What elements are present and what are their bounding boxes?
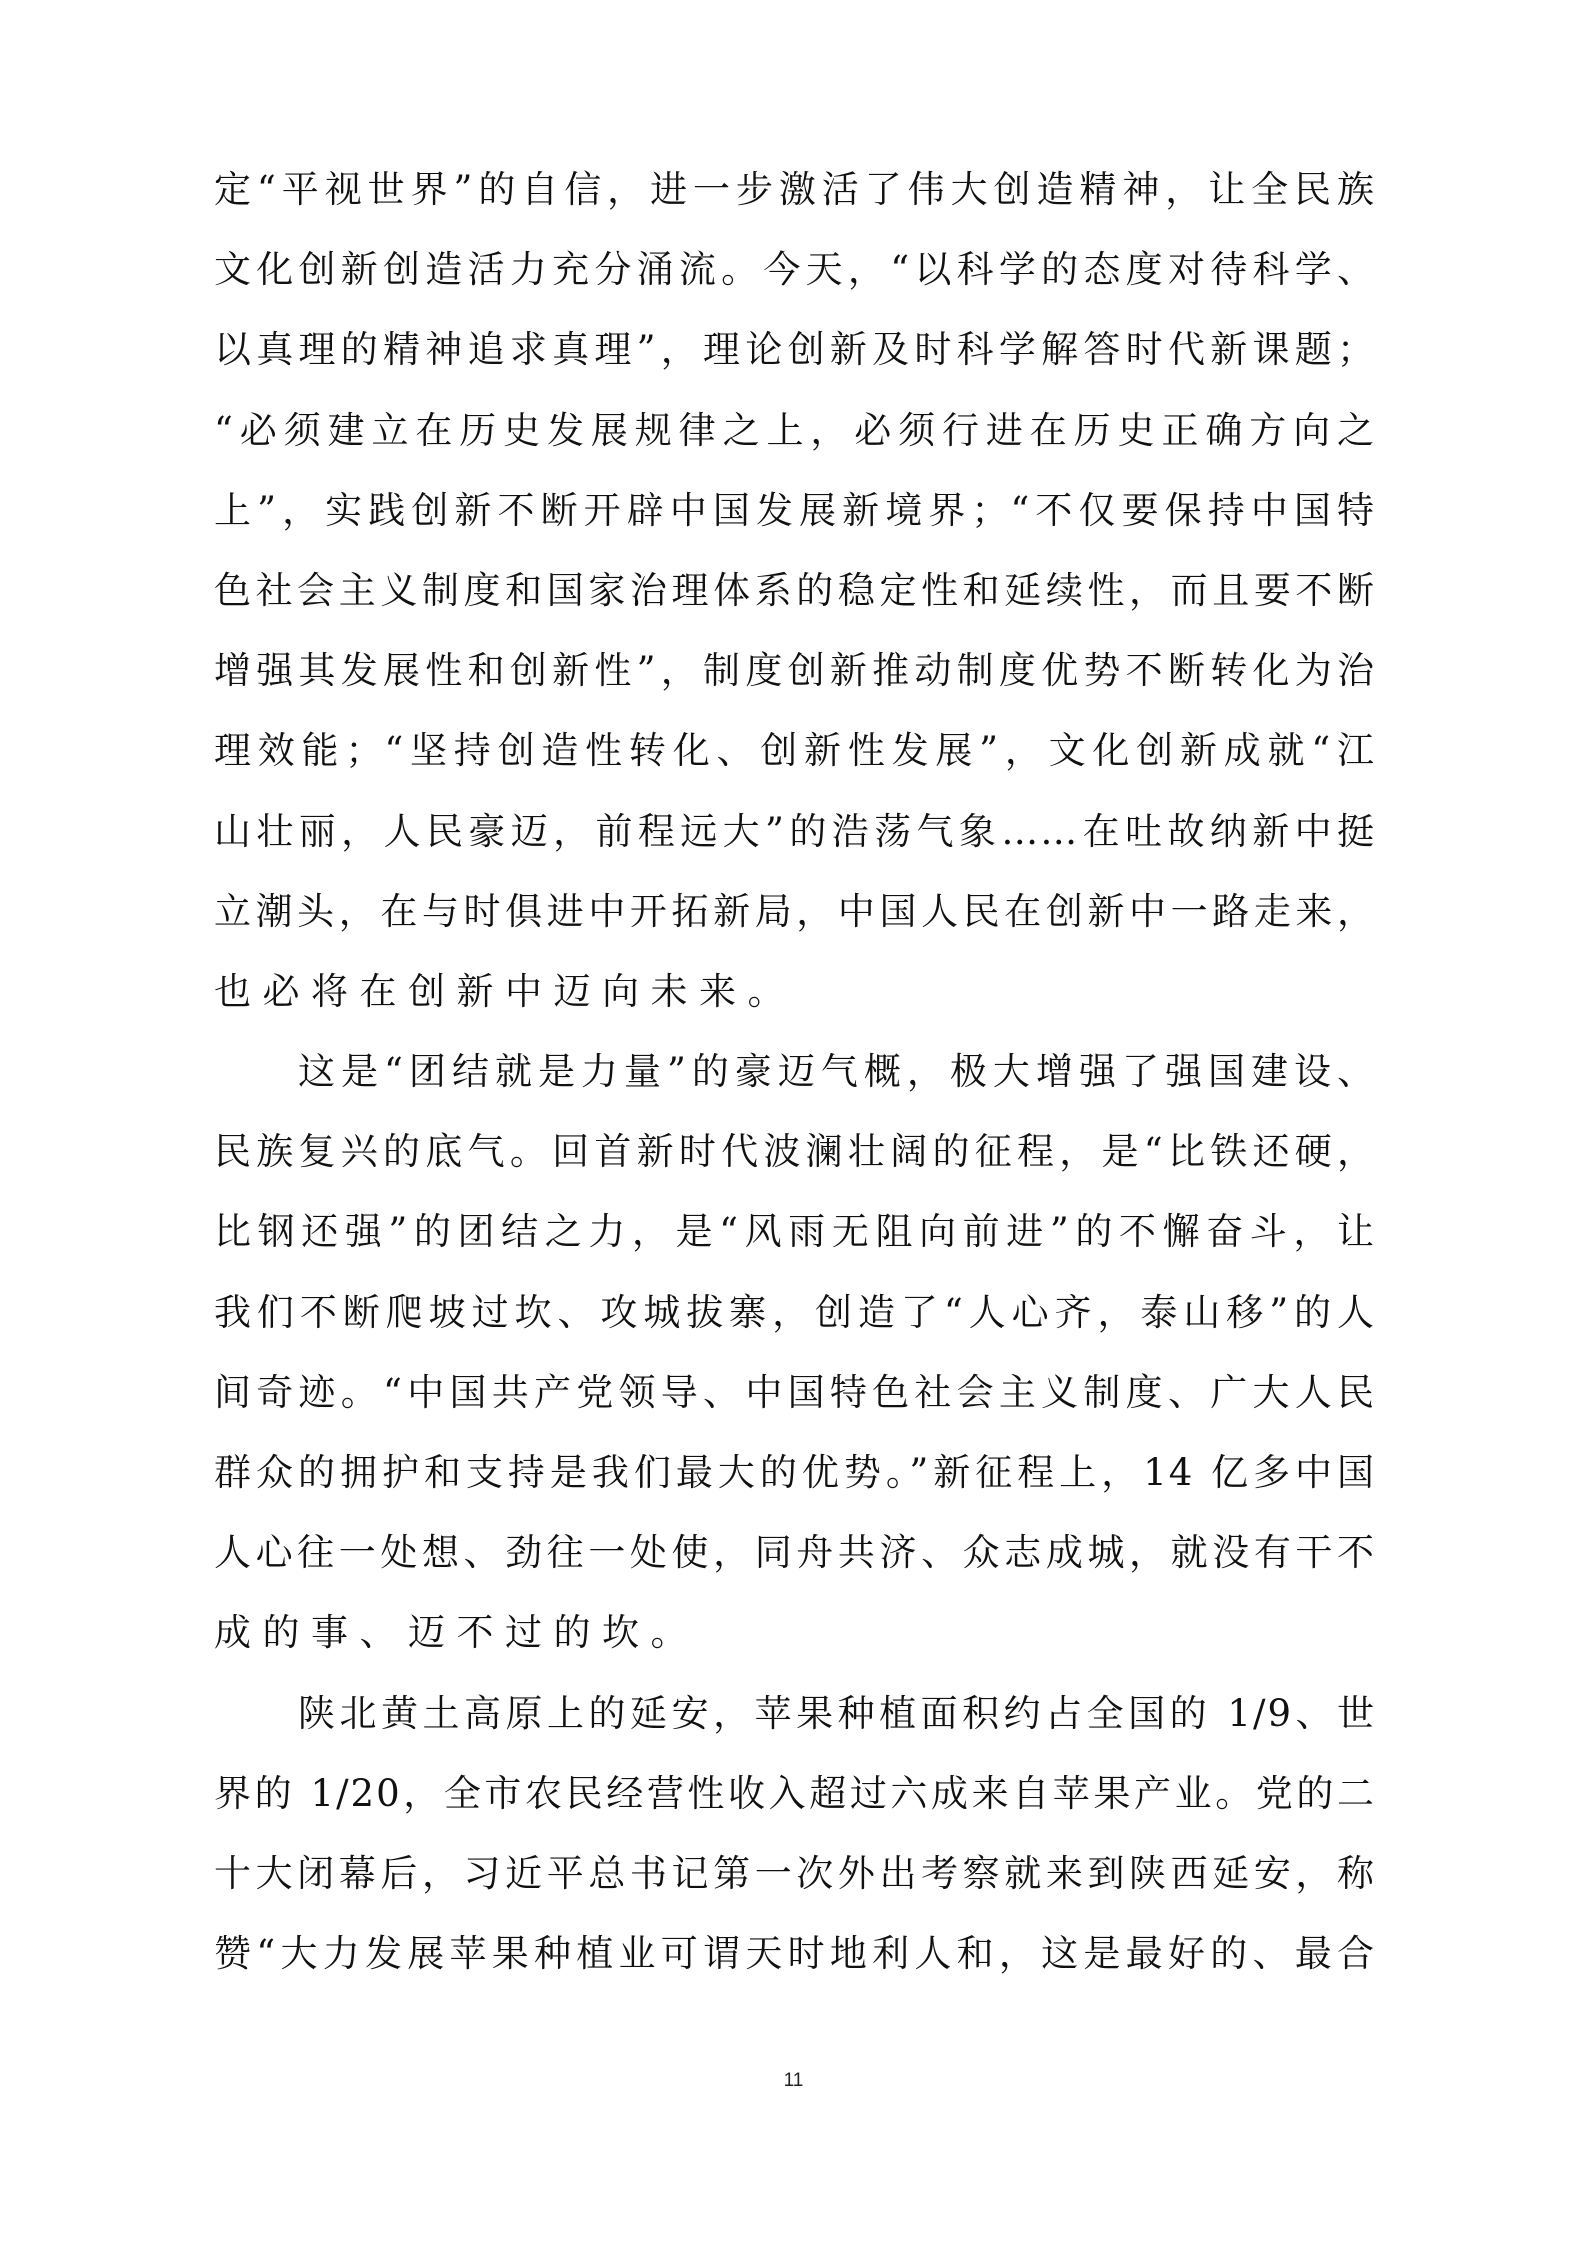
text-line: 山壮丽，人民豪迈，前程远大”的浩荡气象……在吐故纳新中挺 bbox=[214, 809, 1376, 853]
text-line: 这是“团结就是力量”的豪迈气概，极大增强了强国建设、 bbox=[298, 1050, 1376, 1094]
text-line: 上”，实践创新不断开辟中国发展新境界；“不仅要保持中国特 bbox=[214, 488, 1376, 532]
text-line: 定“平视世界”的自信，进一步激活了伟大创造精神，让全民族 bbox=[214, 168, 1376, 211]
text-line: 色社会主义制度和国家治理体系的稳定性和延续性，而且要不断 bbox=[214, 568, 1376, 612]
text-line: 群众的拥护和支持是我们最大的优势。”新征程上，14 亿多中国 bbox=[214, 1451, 1376, 1494]
page-number: 11 bbox=[783, 2070, 804, 2091]
text-line: 成的事、迈不过的坎。 bbox=[214, 1611, 699, 1655]
text-line: 以真理的精神追求真理”，理论创新及时科学解答时代新课题； bbox=[214, 328, 1376, 372]
text-line: 十大闭幕后，习近平总书记第一次外出考察就来到陕西延安，称 bbox=[214, 1851, 1376, 1895]
text-line: 人心往一处想、劲往一处使，同舟共济、众志成城，就没有干不 bbox=[214, 1531, 1376, 1575]
text-line: 也必将在创新中迈向未来。 bbox=[214, 969, 796, 1013]
text-line: 间奇迹。“中国共产党领导、中国特色社会主义制度、广大人民 bbox=[214, 1370, 1376, 1414]
paragraph-2 bbox=[214, 1040, 1376, 1682]
text-line: 理效能；“坚持创造性转化、创新性发展”，文化创新成就“江 bbox=[214, 729, 1376, 773]
text-line: 赞“大力发展苹果种植业可谓天时地利人和，这是最好的、最合 bbox=[214, 1932, 1376, 1976]
text-line: “必须建立在历史发展规律之上，必须行进在历史正确方向之 bbox=[214, 408, 1376, 452]
text-line: 增强其发展性和创新性”，制度创新推动制度优势不断转化为治 bbox=[214, 649, 1376, 693]
text-line: 陕北黄土高原上的延安，苹果种植面积约占全国的 1/9、世 bbox=[298, 1691, 1376, 1735]
body-text bbox=[214, 158, 1376, 2002]
text-line: 立潮头，在与时俱进中开拓新局，中国人民在创新中一路走来， bbox=[214, 889, 1376, 933]
text-line: 比钢还强”的团结之力，是“风雨无阻向前进”的不懈奋斗，让 bbox=[214, 1210, 1376, 1254]
text-line: 我们不断爬坡过坎、攻城拔寨，创造了“人心齐，泰山移”的人 bbox=[214, 1290, 1376, 1334]
text-line: 民族复兴的底气。回首新时代波澜壮阔的征程，是“比铁还硬， bbox=[214, 1130, 1376, 1174]
text-line: 界的 1/20，全市农民经营性收入超过六成来自苹果产业。党的二 bbox=[214, 1771, 1376, 1815]
paragraph-1 bbox=[214, 158, 1376, 1040]
paragraph-3 bbox=[214, 1682, 1376, 2003]
text-line: 文化创新创造活力充分涌流。今天，“以科学的态度对待科学、 bbox=[214, 248, 1376, 292]
